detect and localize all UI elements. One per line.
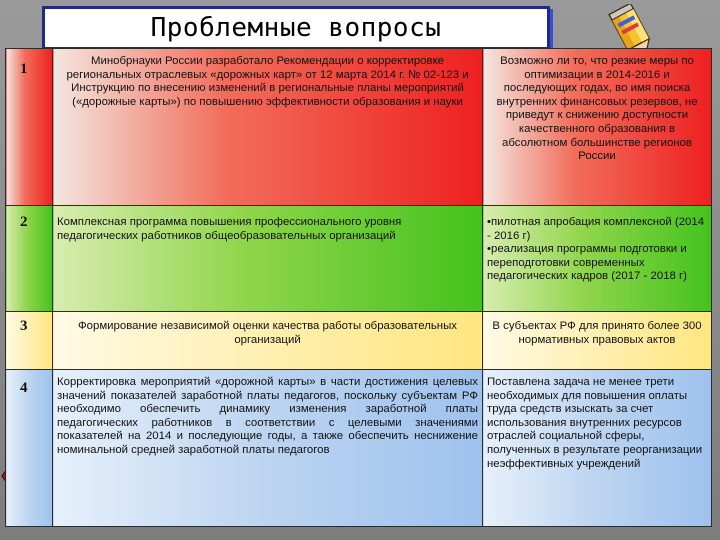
- result-bullet: •пилотная апробация комплексной (2014 - 2016 г): [487, 216, 705, 242]
- result-bullet: •реализация программы подготовки и переподготовки современных педагогических кадров (2017 - 2018 г): [487, 243, 687, 283]
- issue-result: Поставлена задача не менее трети необходимых для повышения оплаты труда средств изыскать за счет использования внутренних ресурсов отраслей социальной сферы, полученных в результате реорганизации неэффективных учреждений: [483, 370, 712, 527]
- slide-title: Проблемные вопросы: [150, 13, 442, 43]
- table-row: [6, 312, 712, 370]
- row-number: 1: [6, 49, 53, 206]
- table-row: [6, 49, 712, 206]
- issue-result: Возможно ли то, что резкие меры по оптимизации в 2014-2016 и последующих годах, во имя поиска внутренних финансовых резервов, не приведут к снижению доступности качественного образования в абсолютном большинстве регионов России: [483, 49, 712, 206]
- row-number: 3: [6, 312, 53, 370]
- table-row: [6, 206, 712, 312]
- row-number: 2: [6, 206, 53, 312]
- issues-table: [5, 48, 712, 527]
- table-row: [6, 370, 712, 527]
- issue-result: В субъектах РФ для принято более 300 нормативных правовых актов: [483, 312, 712, 370]
- issue-description: Минобрнауки России разработало Рекомендации о корректировке региональных отраслевых «дорожных карт» от 12 марта 2014 г. № 02-123 и Инструкцию по внесению изменений в региональные планы мероприятий («дорожные карты») по повышению эффективности образования и науки: [53, 49, 483, 206]
- issue-description: Корректировка мероприятий «дорожной карты» в части достижения целевых значений показателей заработной платы педагогов, поскольку субъектам РФ необходимо обеспечить динамику изменения заработной платы педагогических работников в соответствии с целевыми значениями показателей на 2014 и последующие годы, а также обеспечить неснижение номинальной средней заработной платы педагогов: [53, 370, 483, 527]
- issue-result: [483, 206, 712, 312]
- issue-description: Комплексная программа повышения профессионального уровня педагогических работников общеобразовательных организаций: [53, 206, 483, 312]
- issue-description: Формирование независимой оценки качества работы образовательных организаций: [53, 312, 483, 370]
- title-box: [42, 6, 550, 50]
- row-number: 4: [6, 370, 53, 527]
